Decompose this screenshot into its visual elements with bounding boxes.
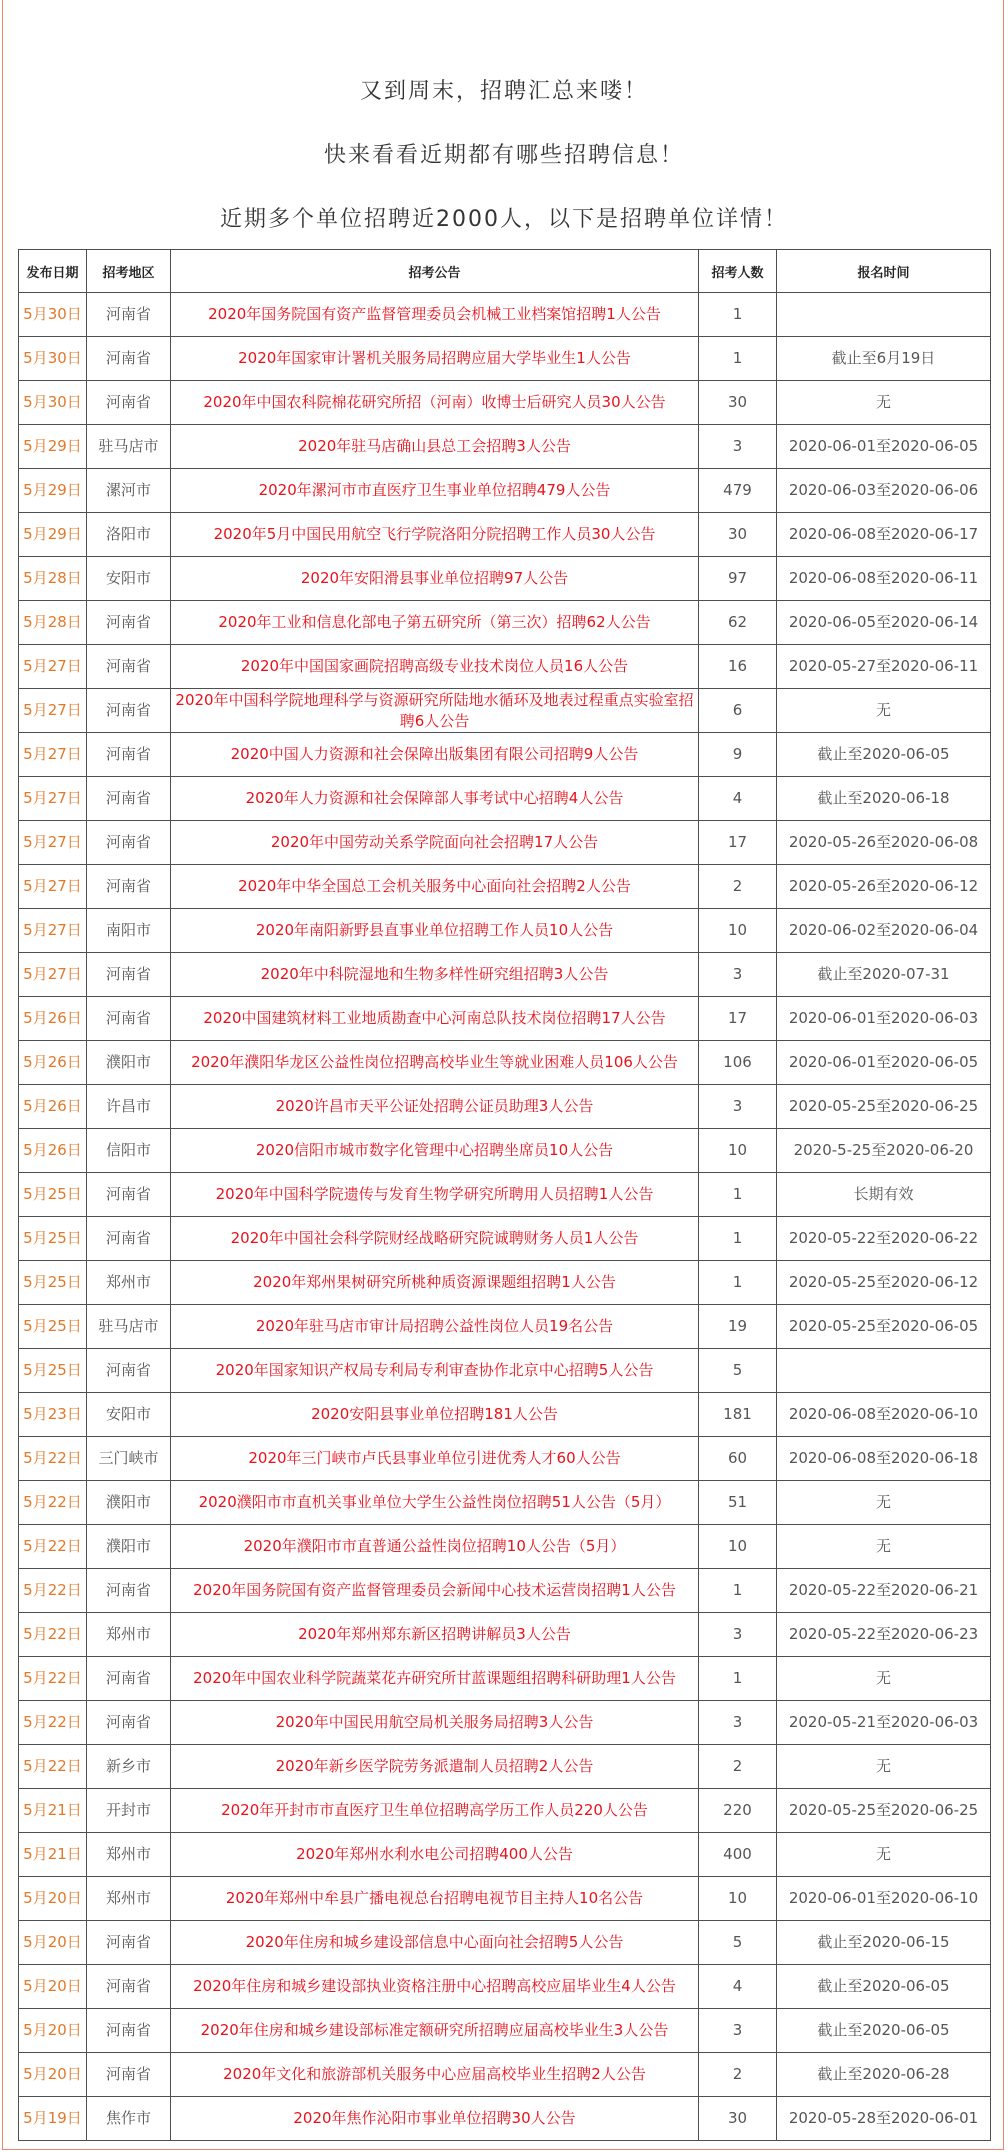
headcount-cell: 9 [699,733,777,777]
headcount-cell: 5 [699,1349,777,1393]
date-cell: 5月22日 [19,1437,87,1481]
date-cell: 5月26日 [19,1129,87,1173]
table-row [19,293,991,337]
headcount-cell: 17 [699,997,777,1041]
region-cell: 郑州市 [87,1261,171,1305]
announcement-link[interactable]: 2020年工业和信息化部电子第五研究所（第三次）招聘62人公告 [171,601,699,645]
registration-period-cell: 截止至2020-06-18 [777,777,991,821]
announcement-link[interactable]: 2020年国家知识产权局专利局专利审查协作北京中心招聘5人公告 [171,1349,699,1393]
region-cell: 河南省 [87,997,171,1041]
announcement-link[interactable]: 2020年焦作沁阳市事业单位招聘30人公告 [171,2097,699,2141]
announcement-link[interactable]: 2020许昌市天平公证处招聘公证员助理3人公告 [171,1085,699,1129]
headcount-cell: 30 [699,513,777,557]
announcement-link[interactable]: 2020年住房和城乡建设部信息中心面向社会招聘5人公告 [171,1921,699,1965]
table-row [19,1129,991,1173]
table-row [19,601,991,645]
table-row [19,1173,991,1217]
table-row [19,513,991,557]
headcount-cell: 1 [699,337,777,381]
region-cell: 濮阳市 [87,1041,171,1085]
region-cell: 河南省 [87,953,171,997]
date-cell: 5月25日 [19,1217,87,1261]
headcount-cell: 19 [699,1305,777,1349]
table-row [19,1349,991,1393]
table-row [19,1437,991,1481]
registration-period-cell: 截止至2020-06-15 [777,1921,991,1965]
announcement-link[interactable]: 2020年5月中国民用航空飞行学院洛阳分院招聘工作人员30人公告 [171,513,699,557]
region-cell: 驻马店市 [87,1305,171,1349]
header-period: 报名时间 [777,250,991,293]
header-date: 发布日期 [19,250,87,293]
region-cell: 河南省 [87,1173,171,1217]
announcement-link[interactable]: 2020年三门峡市卢氏县事业单位引进优秀人才60人公告 [171,1437,699,1481]
announcement-link[interactable]: 2020年濮阳市市直普通公益性岗位招聘10人公告（5月） [171,1525,699,1569]
table-row [19,733,991,777]
date-cell: 5月30日 [19,381,87,425]
announcement-link[interactable]: 2020年驻马店确山县总工会招聘3人公告 [171,425,699,469]
registration-period-cell: 无 [777,1745,991,1789]
headcount-cell: 10 [699,1129,777,1173]
date-cell: 5月30日 [19,337,87,381]
registration-period-cell: 无 [777,1657,991,1701]
announcement-link[interactable]: 2020年中国社会科学院财经战略研究院诚聘财务人员1人公告 [171,1217,699,1261]
region-cell: 焦作市 [87,2097,171,2141]
announcement-link[interactable]: 2020年中国国家画院招聘高级专业技术岗位人员16人公告 [171,645,699,689]
headcount-cell: 4 [699,777,777,821]
date-cell: 5月30日 [19,293,87,337]
date-cell: 5月22日 [19,1481,87,1525]
region-cell: 河南省 [87,777,171,821]
table-row [19,689,991,733]
intro-line-1: 又到周末，招聘汇总来喽！ [359,79,648,104]
table-row [19,1525,991,1569]
registration-period-cell: 截止至6月19日 [777,337,991,381]
date-cell: 5月25日 [19,1349,87,1393]
headcount-cell: 220 [699,1789,777,1833]
region-cell: 安阳市 [87,557,171,601]
region-cell: 驻马店市 [87,425,171,469]
region-cell: 信阳市 [87,1129,171,1173]
region-cell: 河南省 [87,733,171,777]
headcount-cell: 60 [699,1437,777,1481]
headcount-cell: 10 [699,909,777,953]
date-cell: 5月27日 [19,733,87,777]
table-row [19,1305,991,1349]
date-cell: 5月28日 [19,557,87,601]
registration-period-cell [777,293,991,337]
date-cell: 5月27日 [19,865,87,909]
date-cell: 5月29日 [19,469,87,513]
date-cell: 5月27日 [19,777,87,821]
registration-period-cell: 2020-05-27至2020-06-11 [777,645,991,689]
registration-period-cell: 截止至2020-06-28 [777,2053,991,2097]
table-row [19,557,991,601]
region-cell: 河南省 [87,865,171,909]
table-row [19,1613,991,1657]
date-cell: 5月25日 [19,1305,87,1349]
headcount-cell: 2 [699,865,777,909]
region-cell: 河南省 [87,2009,171,2053]
headcount-cell: 400 [699,1833,777,1877]
table-row [19,645,991,689]
headcount-cell: 479 [699,469,777,513]
date-cell: 5月22日 [19,1745,87,1789]
announcement-link[interactable]: 2020年新乡医学院劳务派遣制人员招聘2人公告 [171,1745,699,1789]
registration-period-cell: 2020-05-22至2020-06-23 [777,1613,991,1657]
announcement-link[interactable]: 2020年文化和旅游部机关服务中心应届高校毕业生招聘2人公告 [171,2053,699,2097]
region-cell: 河南省 [87,1217,171,1261]
table-row [19,381,991,425]
announcement-link[interactable]: 2020年人力资源和社会保障部人事考试中心招聘4人公告 [171,777,699,821]
registration-period-cell: 长期有效 [777,1173,991,1217]
headcount-cell: 181 [699,1393,777,1437]
registration-period-cell: 截止至2020-06-05 [777,1965,991,2009]
table-row [19,1745,991,1789]
table-row [19,1481,991,1525]
date-cell: 5月26日 [19,997,87,1041]
headcount-cell: 2 [699,1745,777,1789]
registration-period-cell: 2020-5-25至2020-06-20 [777,1129,991,1173]
date-cell: 5月22日 [19,1701,87,1745]
table-row [19,1217,991,1261]
headcount-cell: 97 [699,557,777,601]
region-cell: 河南省 [87,1701,171,1745]
date-cell: 5月20日 [19,2053,87,2097]
date-cell: 5月27日 [19,821,87,865]
announcement-link[interactable]: 2020信阳市城市数字化管理中心招聘坐席员10人公告 [171,1129,699,1173]
table-header-row [19,250,991,293]
table-row [19,2097,991,2141]
date-cell: 5月22日 [19,1525,87,1569]
announcement-link[interactable]: 2020年中华全国总工会机关服务中心面向社会招聘2人公告 [171,865,699,909]
date-cell: 5月19日 [19,2097,87,2141]
announcement-link[interactable]: 2020年住房和城乡建设部标准定额研究所招聘应届高校毕业生3人公告 [171,2009,699,2053]
announcement-link[interactable]: 2020年中国农科院棉花研究所招（河南）收博士后研究人员30人公告 [171,381,699,425]
region-cell: 河南省 [87,337,171,381]
headcount-cell: 1 [699,1261,777,1305]
registration-period-cell: 2020-06-05至2020-06-14 [777,601,991,645]
date-cell: 5月27日 [19,645,87,689]
region-cell: 河南省 [87,1965,171,2009]
region-cell: 河南省 [87,821,171,865]
date-cell: 5月29日 [19,425,87,469]
date-cell: 5月27日 [19,689,87,733]
date-cell: 5月20日 [19,2009,87,2053]
table-row [19,1921,991,1965]
announcement-link[interactable]: 2020年漯河市市直医疗卫生事业单位招聘479人公告 [171,469,699,513]
announcement-link[interactable]: 2020年中国民用航空局机关服务局招聘3人公告 [171,1701,699,1745]
region-cell: 郑州市 [87,1833,171,1877]
announcement-link[interactable]: 2020年中国农业科学院蔬菜花卉研究所甘蓝课题组招聘科研助理1人公告 [171,1657,699,1701]
date-cell: 5月25日 [19,1261,87,1305]
registration-period-cell: 2020-05-26至2020-06-08 [777,821,991,865]
announcement-link[interactable]: 2020年南阳新野县直事业单位招聘工作人员10人公告 [171,909,699,953]
registration-period-cell: 截止至2020-07-31 [777,953,991,997]
region-cell: 许昌市 [87,1085,171,1129]
announcement-link[interactable]: 2020年中科院湿地和生物多样性研究组招聘3人公告 [171,953,699,997]
announcement-link[interactable]: 2020年郑州果树研究所桃种质资源课题组招聘1人公告 [171,1261,699,1305]
region-cell: 新乡市 [87,1745,171,1789]
registration-period-cell: 2020-05-25至2020-06-25 [777,1789,991,1833]
table-row [19,953,991,997]
region-cell: 南阳市 [87,909,171,953]
announcement-link[interactable]: 2020中国人力资源和社会保障出版集团有限公司招聘9人公告 [171,733,699,777]
headcount-cell: 16 [699,645,777,689]
announcement-link[interactable]: 2020年中国劳动关系学院面向社会招聘17人公告 [171,821,699,865]
registration-period-cell: 无 [777,381,991,425]
headcount-cell: 3 [699,1613,777,1657]
region-cell: 河南省 [87,601,171,645]
table-row [19,2009,991,2053]
headcount-cell: 30 [699,381,777,425]
headcount-cell: 1 [699,1569,777,1613]
registration-period-cell: 截止至2020-06-05 [777,2009,991,2053]
registration-period-cell: 2020-06-08至2020-06-18 [777,1437,991,1481]
announcement-link[interactable]: 2020年中国科学院遗传与发育生物学研究所聘用人员招聘1人公告 [171,1173,699,1217]
registration-period-cell: 无 [777,689,991,733]
headcount-cell: 3 [699,425,777,469]
registration-period-cell: 2020-06-01至2020-06-05 [777,425,991,469]
registration-period-cell: 2020-05-22至2020-06-21 [777,1569,991,1613]
headcount-cell: 3 [699,2009,777,2053]
headcount-cell: 30 [699,2097,777,2141]
intro-line-3: 近期多个单位招聘近2000人，以下是招聘单位详情！ [220,207,788,232]
table-row [19,997,991,1041]
date-cell: 5月23日 [19,1393,87,1437]
region-cell: 漯河市 [87,469,171,513]
region-cell: 河南省 [87,2053,171,2097]
date-cell: 5月25日 [19,1173,87,1217]
table-row [19,1701,991,1745]
region-cell: 郑州市 [87,1877,171,1921]
announcement-link[interactable]: 2020年安阳滑县事业单位招聘97人公告 [171,557,699,601]
table-row [19,777,991,821]
date-cell: 5月29日 [19,513,87,557]
registration-period-cell: 2020-06-02至2020-06-04 [777,909,991,953]
region-cell: 三门峡市 [87,1437,171,1481]
table-row [19,1041,991,1085]
region-cell: 河南省 [87,645,171,689]
table-row [19,1965,991,2009]
announcement-link[interactable]: 2020年国家审计署机关服务局招聘应届大学毕业生1人公告 [171,337,699,381]
header-title: 招考公告 [171,250,699,293]
registration-period-cell: 2020-06-08至2020-06-11 [777,557,991,601]
registration-period-cell: 2020-06-01至2020-06-10 [777,1877,991,1921]
headcount-cell: 4 [699,1965,777,2009]
date-cell: 5月20日 [19,1965,87,2009]
region-cell: 河南省 [87,1921,171,1965]
announcement-link[interactable]: 2020年国务院国有资产监督管理委员会机械工业档案馆招聘1人公告 [171,293,699,337]
headcount-cell: 10 [699,1877,777,1921]
table-row [19,1261,991,1305]
table-row [19,337,991,381]
registration-period-cell: 2020-06-01至2020-06-03 [777,997,991,1041]
announcement-link[interactable]: 2020年中国科学院地理科学与资源研究所陆地水循环及地表过程重点实验室招聘6人公告 [171,689,699,733]
date-cell: 5月21日 [19,1789,87,1833]
region-cell: 河南省 [87,1657,171,1701]
region-cell: 郑州市 [87,1613,171,1657]
table-row [19,1833,991,1877]
date-cell: 5月20日 [19,1877,87,1921]
announcement-link[interactable]: 2020年郑州中牟县广播电视总台招聘电视节目主持人10名公告 [171,1877,699,1921]
region-cell: 开封市 [87,1789,171,1833]
region-cell: 安阳市 [87,1393,171,1437]
date-cell: 5月20日 [19,1921,87,1965]
date-cell: 5月27日 [19,953,87,997]
registration-period-cell: 2020-06-08至2020-06-10 [777,1393,991,1437]
headcount-cell: 1 [699,1657,777,1701]
intro-line-2: 快来看看近期都有哪些招聘信息！ [323,143,684,168]
headcount-cell: 3 [699,1701,777,1745]
headcount-cell: 1 [699,1173,777,1217]
headcount-cell: 1 [699,293,777,337]
registration-period-cell: 2020-05-22至2020-06-22 [777,1217,991,1261]
registration-period-cell: 无 [777,1525,991,1569]
date-cell: 5月22日 [19,1613,87,1657]
date-cell: 5月26日 [19,1041,87,1085]
registration-period-cell: 2020-05-28至2020-06-01 [777,2097,991,2141]
announcement-link[interactable]: 2020安阳县事业单位招聘181人公告 [171,1393,699,1437]
announcement-link[interactable]: 2020年国务院国有资产监督管理委员会新闻中心技术运营岗招聘1人公告 [171,1569,699,1613]
table-row [19,1877,991,1921]
registration-period-cell: 无 [777,1481,991,1525]
announcement-link[interactable]: 2020年郑州郑东新区招聘讲解员3人公告 [171,1613,699,1657]
table-row [19,1393,991,1437]
registration-period-cell: 2020-05-25至2020-06-25 [777,1085,991,1129]
table-row [19,2053,991,2097]
announcement-link[interactable]: 2020年驻马店市审计局招聘公益性岗位人员19名公告 [171,1305,699,1349]
registration-period-cell: 2020-05-25至2020-06-12 [777,1261,991,1305]
region-cell: 洛阳市 [87,513,171,557]
headcount-cell: 3 [699,1085,777,1129]
date-cell: 5月28日 [19,601,87,645]
region-cell: 濮阳市 [87,1481,171,1525]
registration-period-cell: 2020-05-26至2020-06-12 [777,865,991,909]
headcount-cell: 5 [699,1921,777,1965]
header-region: 招考地区 [87,250,171,293]
header-count: 招考人数 [699,250,777,293]
headcount-cell: 51 [699,1481,777,1525]
table-row [19,469,991,513]
headcount-cell: 6 [699,689,777,733]
headcount-cell: 62 [699,601,777,645]
region-cell: 河南省 [87,689,171,733]
region-cell: 河南省 [87,381,171,425]
date-cell: 5月26日 [19,1085,87,1129]
headcount-cell: 1 [699,1217,777,1261]
announcement-link[interactable]: 2020年开封市市直医疗卫生单位招聘高学历工作人员220人公告 [171,1789,699,1833]
registration-period-cell: 截止至2020-06-05 [777,733,991,777]
region-cell: 河南省 [87,1569,171,1613]
region-cell: 河南省 [87,1349,171,1393]
announcement-link[interactable]: 2020年郑州水利水电公司招聘400人公告 [171,1833,699,1877]
registration-period-cell: 2020-06-03至2020-06-06 [777,469,991,513]
announcement-link[interactable]: 2020中国建筑材料工业地质勘查中心河南总队技术岗位招聘17人公告 [171,997,699,1041]
table-row [19,1789,991,1833]
headcount-cell: 106 [699,1041,777,1085]
table-row [19,425,991,469]
announcement-link[interactable]: 2020年住房和城乡建设部执业资格注册中心招聘高校应届毕业生4人公告 [171,1965,699,2009]
headcount-cell: 10 [699,1525,777,1569]
headcount-cell: 17 [699,821,777,865]
table-row [19,1085,991,1129]
announcement-link[interactable]: 2020年濮阳华龙区公益性岗位招聘高校毕业生等就业困难人员106人公告 [171,1041,699,1085]
date-cell: 5月21日 [19,1833,87,1877]
date-cell: 5月22日 [19,1569,87,1613]
recruitment-table [18,249,991,2141]
registration-period-cell: 2020-05-21至2020-06-03 [777,1701,991,1745]
date-cell: 5月22日 [19,1657,87,1701]
registration-period-cell: 2020-06-01至2020-06-05 [777,1041,991,1085]
table-row [19,865,991,909]
table-row [19,821,991,865]
registration-period-cell: 2020-05-25至2020-06-05 [777,1305,991,1349]
registration-period-cell: 无 [777,1833,991,1877]
date-cell: 5月27日 [19,909,87,953]
table-row [19,1569,991,1613]
table-row [19,909,991,953]
registration-period-cell [777,1349,991,1393]
announcement-link[interactable]: 2020濮阳市市直机关事业单位大学生公益性岗位招聘51人公告（5月） [171,1481,699,1525]
table-row [19,1657,991,1701]
registration-period-cell: 2020-06-08至2020-06-17 [777,513,991,557]
region-cell: 濮阳市 [87,1525,171,1569]
headcount-cell: 2 [699,2053,777,2097]
table-body [19,293,991,2141]
headcount-cell: 3 [699,953,777,997]
region-cell: 河南省 [87,293,171,337]
